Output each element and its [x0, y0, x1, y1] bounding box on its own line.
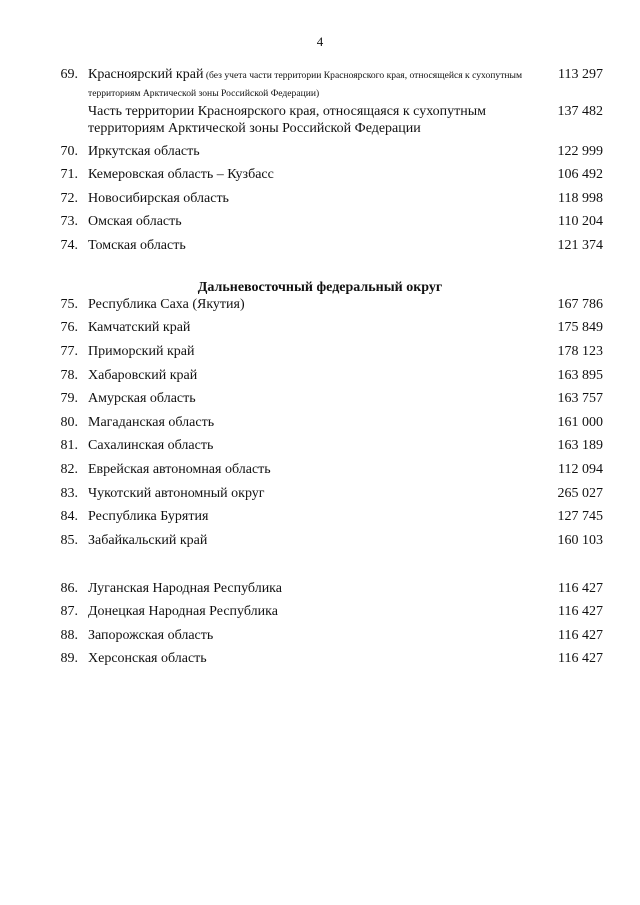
table-row	[0, 603, 640, 625]
region-name: Херсонская область	[88, 651, 207, 666]
region-name: Хабаровский край	[88, 368, 198, 383]
table-row	[0, 508, 640, 530]
region-name: Приморский край	[88, 344, 195, 359]
region-value: 161 000	[557, 415, 603, 430]
table-row	[0, 580, 640, 602]
table-row	[0, 367, 640, 389]
row-number: 75.	[60, 297, 78, 312]
region-value: 265 027	[557, 486, 603, 501]
region-value: 106 492	[557, 167, 603, 182]
row-number: 78.	[60, 368, 78, 383]
region-name: Сахалинская область	[88, 438, 214, 453]
row-number: 70.	[60, 144, 78, 159]
region-value: 167 786	[557, 297, 603, 312]
table-row	[0, 390, 640, 412]
row-number: 84.	[60, 509, 78, 524]
region-value: 178 123	[557, 344, 603, 359]
region-name-note: (без учета части территории Красноярского края, относящейся к сухопутным территориям Арктической зоны Российской Федерации)	[88, 70, 523, 99]
row-number: 85.	[60, 533, 78, 548]
table-row	[0, 166, 640, 188]
row-number: 81.	[60, 438, 78, 453]
region-name: Омская область	[88, 214, 182, 229]
table-row	[0, 627, 640, 649]
table-row	[0, 437, 640, 459]
region-name	[88, 66, 540, 102]
row-number: 87.	[60, 604, 78, 619]
region-value: 122 999	[557, 144, 603, 159]
region-name: Часть территории Красноярского края, относящаяся к сухопутным территориям Арктической зоны Российской Федерации	[88, 104, 487, 136]
region-value: 137 482	[557, 104, 603, 119]
table-row	[0, 103, 640, 139]
table-row	[0, 650, 640, 672]
row-number: 69.	[60, 67, 78, 82]
region-value: 127 745	[557, 509, 603, 524]
row-number: 80.	[60, 415, 78, 430]
row-number: 89.	[60, 651, 78, 666]
region-name: Томская область	[88, 238, 186, 253]
row-number: 71.	[60, 167, 78, 182]
region-value: 110 204	[558, 214, 603, 229]
region-name: Запорожская область	[88, 628, 214, 643]
region-name: Еврейская автономная область	[88, 462, 271, 477]
region-name: Республика Бурятия	[88, 509, 209, 524]
region-value: 113 297	[558, 67, 603, 82]
region-name: Республика Саха (Якутия)	[88, 297, 245, 312]
region-name: Магаданская область	[88, 415, 215, 430]
row-number: 79.	[60, 391, 78, 406]
table-row	[0, 343, 640, 365]
region-name: Амурская область	[88, 391, 196, 406]
table-row	[0, 319, 640, 341]
table-row	[0, 143, 640, 165]
region-name: Чукотский автономный округ	[88, 486, 265, 501]
region-value: 163 757	[557, 391, 603, 406]
region-name: Донецкая Народная Республика	[88, 604, 278, 619]
region-value: 116 427	[558, 628, 603, 643]
region-value: 116 427	[558, 651, 603, 666]
row-number: 83.	[60, 486, 78, 501]
region-value: 116 427	[558, 604, 603, 619]
row-number: 74.	[60, 238, 78, 253]
region-value: 112 094	[558, 462, 603, 477]
region-value: 116 427	[558, 581, 603, 596]
region-value: 160 103	[557, 533, 603, 548]
section-heading: Дальневосточный федеральный округ	[197, 280, 443, 295]
region-name: Луганская Народная Республика	[88, 581, 282, 596]
region-name-main: Красноярский край	[88, 67, 204, 82]
table-row	[0, 66, 640, 100]
row-number: 77.	[60, 344, 78, 359]
table-row	[0, 532, 640, 554]
table-row	[0, 414, 640, 436]
table-row	[0, 213, 640, 235]
page-number: 4	[316, 34, 324, 49]
row-number: 73.	[60, 214, 78, 229]
table-row	[0, 296, 640, 318]
table-row	[0, 485, 640, 507]
region-value: 163 189	[557, 438, 603, 453]
row-number: 86.	[60, 581, 78, 596]
row-number: 72.	[60, 191, 78, 206]
region-name: Камчатский край	[88, 320, 191, 335]
table-row	[0, 237, 640, 259]
table-row	[0, 461, 640, 483]
row-number: 76.	[60, 320, 78, 335]
region-value: 175 849	[557, 320, 603, 335]
row-number: 82.	[60, 462, 78, 477]
table-row	[0, 190, 640, 212]
region-value: 163 895	[557, 368, 603, 383]
row-number: 88.	[60, 628, 78, 643]
region-value: 118 998	[558, 191, 603, 206]
region-value: 121 374	[557, 238, 603, 253]
region-name: Забайкальский край	[88, 533, 208, 548]
region-name: Иркутская область	[88, 144, 200, 159]
region-name: Новосибирская область	[88, 191, 229, 206]
region-name: Кемеровская область – Кузбасс	[88, 167, 274, 182]
